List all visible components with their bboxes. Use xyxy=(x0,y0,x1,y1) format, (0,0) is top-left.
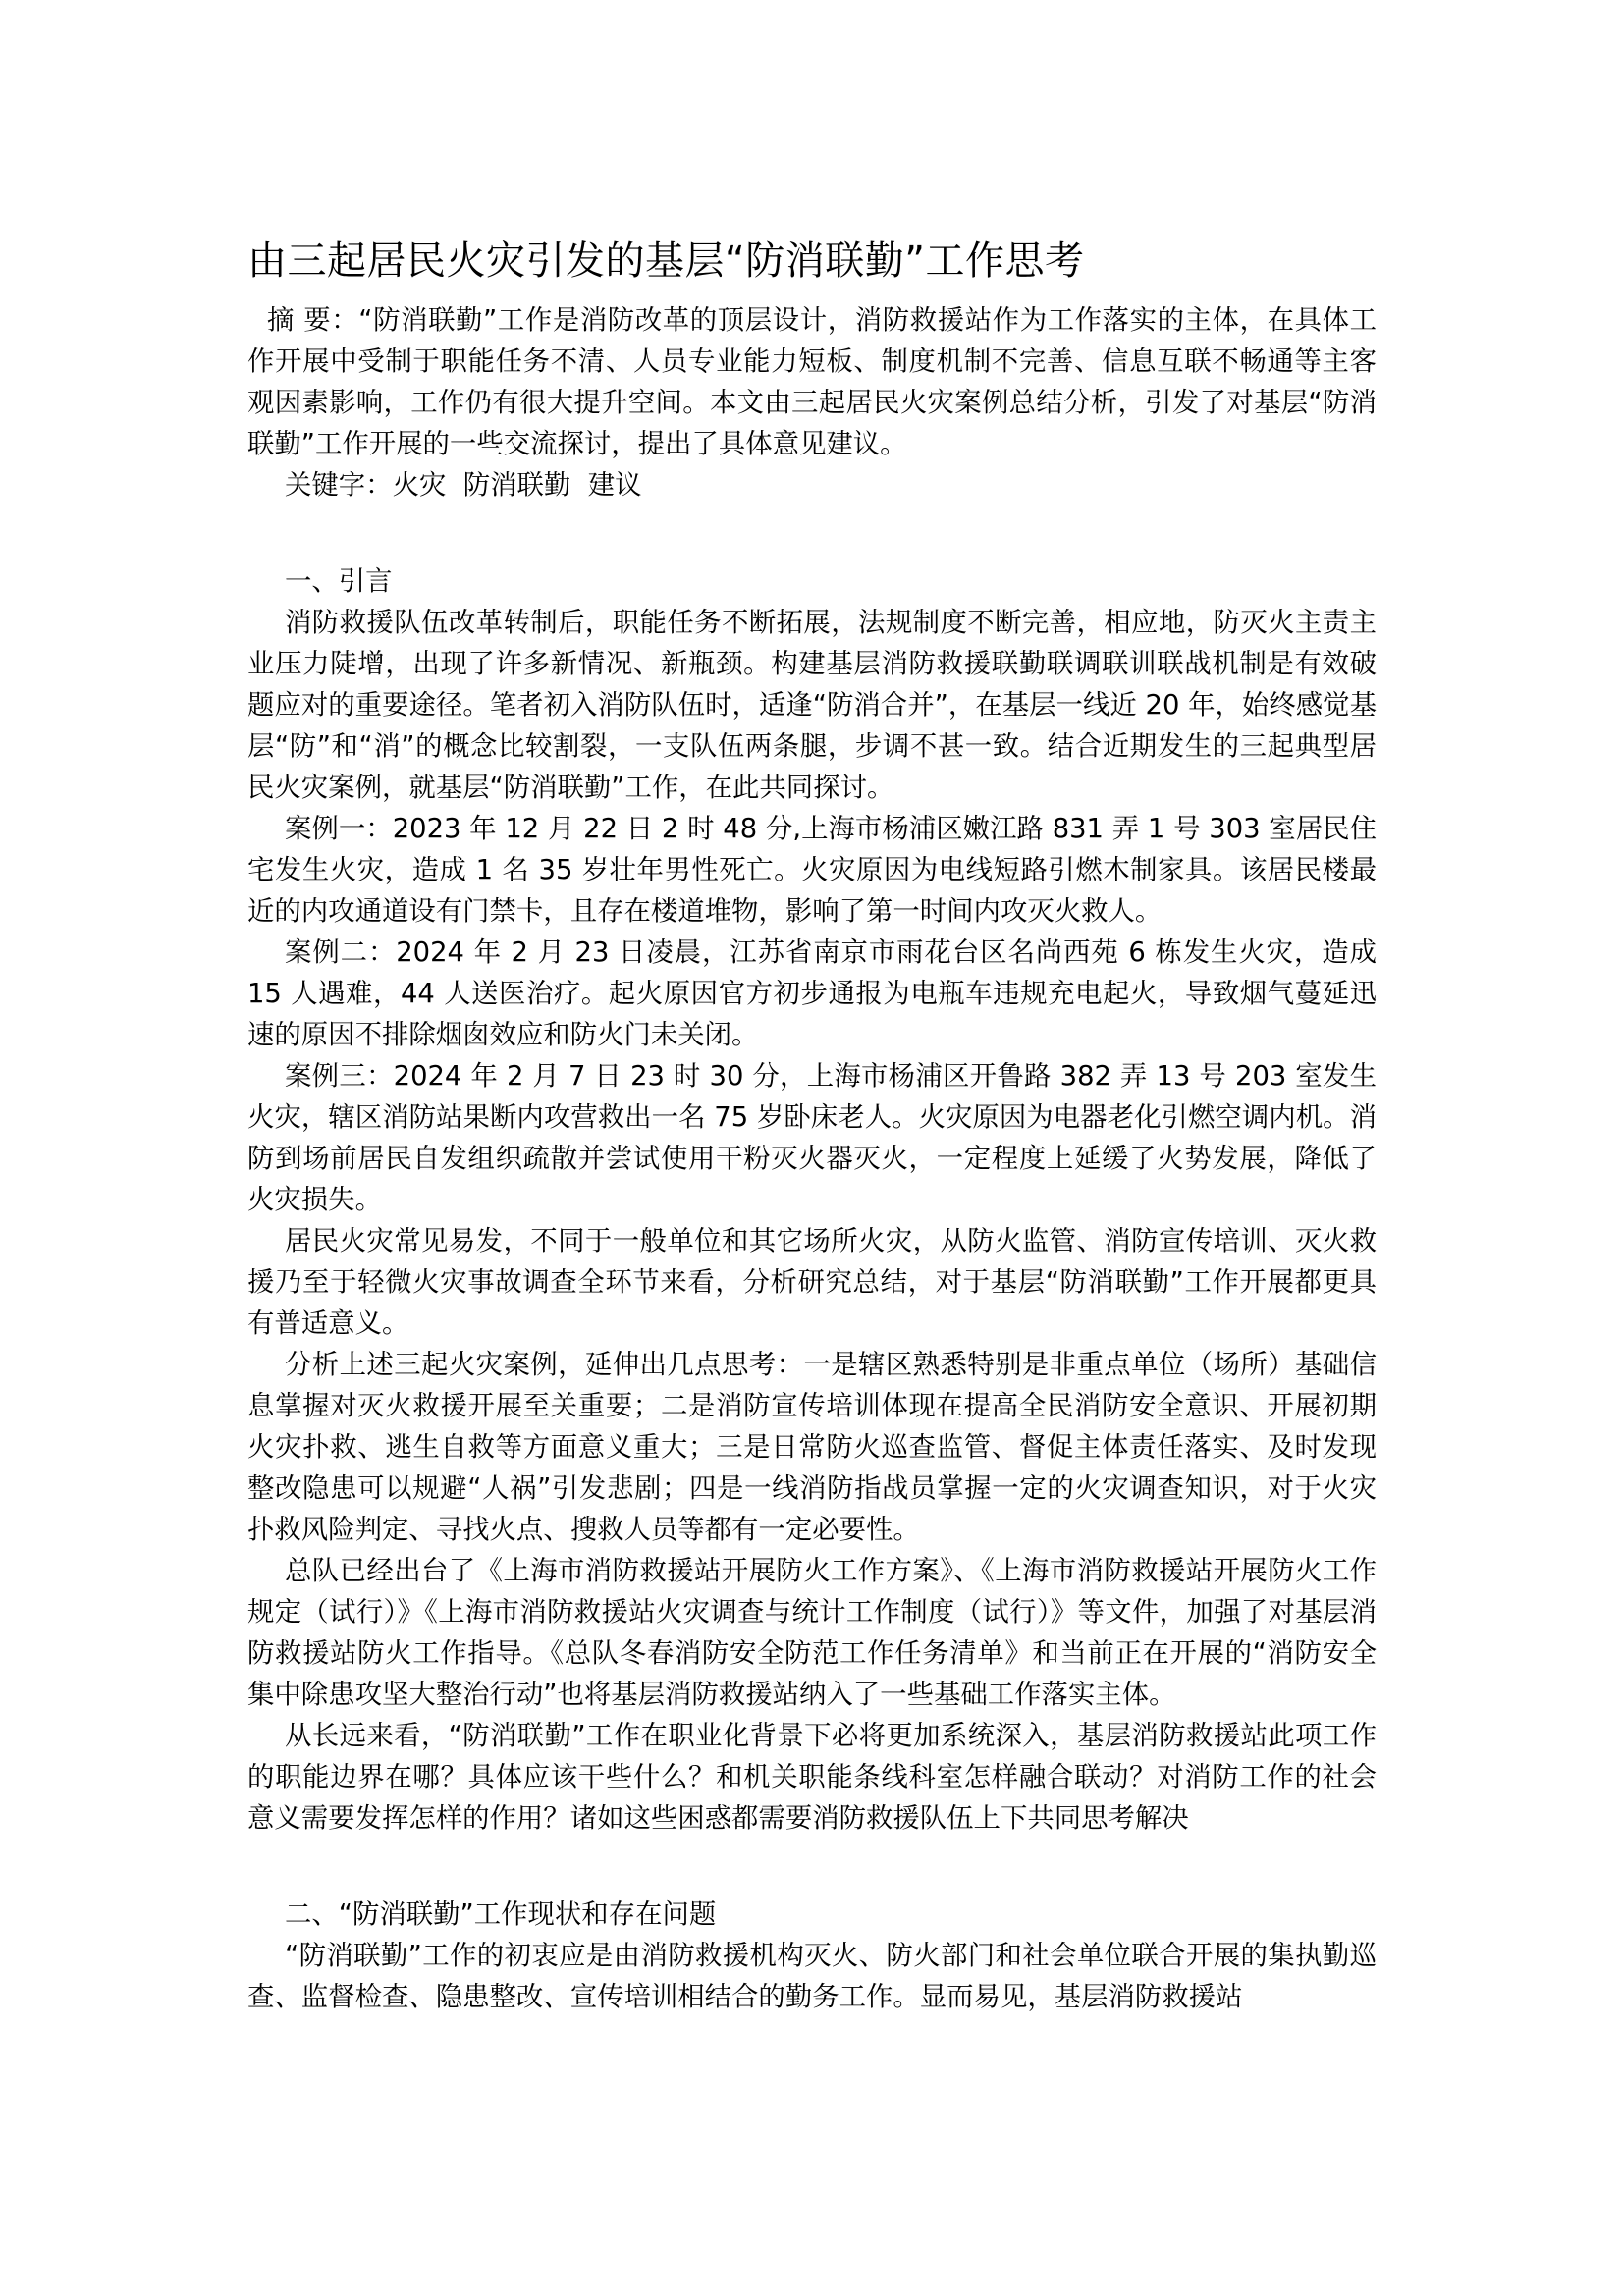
body-paragraph: “防消联勤”工作的初衷应是由消防救援机构灭火、防火部门和社会单位联合开展的集执勤巡查、监督检查、隐患整改、宣传培训相结合的勤务工作。显而易见，基层消防救援站 xyxy=(247,1941,1377,2012)
section-heading-status-and-problems: 二、“防消联勤”工作现状和存在问题 xyxy=(285,1899,717,1930)
case-one-paragraph: 案例一：2023 年 12 月 22 日 2 时 48 分,上海市杨浦区嫩江路 831 弄 1 号 303 室居民住宅发生火灾，造成 1 名 35 岁壮年男性死亡。火灾原因为电线短路引燃木制家具。该居民楼最近的内攻通道设有门禁卡，且存在楼道堆物，影响了第一时间内攻灭火救人。 xyxy=(247,814,1377,927)
keywords-line: 关键字：火灾 防消联勤 建议 xyxy=(285,470,642,501)
body-paragraph: 从长远来看，“防消联勤”工作在职业化背景下必将更加系统深入，基层消防救援站此项工作的职能边界在哪？具体应该干些什么？和机关职能条线科室怎样融合联动？对消防工作的社会意义需要发挥怎样的作用？诸如这些困惑都需要消防救援队伍上下共同思考解决 xyxy=(247,1721,1377,1834)
body-paragraph: 分析上述三起火灾案例，延伸出几点思考：一是辖区熟悉特别是非重点单位（场所）基础信息掌握对灭火救援开展至关重要；二是消防宣传培训体现在提高全民消防安全意识、开展初期火灾扑救、逃生自救等方面意义重大；三是日常防火巡查监管、督促主体责任落实、及时发现整改隐患可以规避“人祸”引发悲剧；四是一线消防指战员掌握一定的火灾调查知识，对于火灾扑救风险判定、寻找火点、搜救人员等都有一定必要性。 xyxy=(247,1350,1377,1545)
body-paragraph: 居民火灾常见易发，不同于一般单位和其它场所火灾，从防火监管、消防宣传培训、灭火救援乃至于轻微火灾事故调查全环节来看，分析研究总结，对于基层“防消联勤”工作开展都更具有普适意义。 xyxy=(247,1226,1377,1339)
section-heading-introduction: 一、引言 xyxy=(285,566,393,597)
body-paragraph: 消防救援队伍改革转制后，职能任务不断拓展，法规制度不断完善，相应地，防灭火主责主业压力陡增，出现了许多新情况、新瓶颈。构建基层消防救援联勤联调联训联战机制是有效破题应对的重要途径。笔者初入消防队伍时，适逢“防消合并”，在基层一线近 20 年，始终感觉基层“防”和“消”的概念比较割裂，一支队伍两条腿，步调不甚一致。结合近期发生的三起典型居民火灾案例，就基层“防消联勤”工作，在此共同探讨。 xyxy=(247,608,1377,803)
case-three-paragraph: 案例三：2024 年 2 月 7 日 23 时 30 分，上海市杨浦区开鲁路 382 弄 13 号 203 室发生火灾，辖区消防站果断内攻营救出一名 75 岁卧床老人。火灾原因为电器老化引燃空调内机。消防到场前居民自发组织疏散并尝试使用干粉灭火器灭火，一定程度上延缓了火势发展，降低了火灾损失。 xyxy=(247,1061,1377,1215)
spacer xyxy=(247,507,1377,561)
document-title: 由三起居民火灾引发的基层“防消联勤”工作思考 xyxy=(247,239,1085,284)
abstract-paragraph: 摘 要：“防消联勤”工作是消防改革的顶层设计，消防救援站作为工作落实的主体，在具体工作开展中受制于职能任务不清、人员专业能力短板、制度机制不完善、信息互联不畅通等主客观因素影响，工作仍有很大提升空间。本文由三起居民火灾案例总结分析，引发了对基层“防消联勤”工作开展的一些交流探讨，提出了具体意见建议。 xyxy=(247,305,1377,459)
body-paragraph: 总队已经出台了《上海市消防救援站开展防火工作方案》、《上海市消防救援站开展防火工作规定（试行）》《上海市消防救援站火灾调查与统计工作制度（试行）》等文件，加强了对基层消防救援站防火工作指导。《总队冬春消防安全防范工作任务清单》和当前正在开展的“消防安全集中除患攻坚大整治行动”也将基层消防救援站纳入了一些基础工作落实主体。 xyxy=(247,1556,1377,1710)
spacer xyxy=(247,1840,1377,1895)
case-two-paragraph: 案例二：2024 年 2 月 23 日凌晨，江苏省南京市雨花台区名尚西苑 6 栋发生火灾，造成 15 人遇难，44 人送医治疗。起火原因官方初步通报为电瓶车违规充电起火，导致烟气蔓延迅速的原因不排除烟囱效应和防火门未关闭。 xyxy=(247,937,1377,1050)
document-page xyxy=(247,236,1377,2018)
